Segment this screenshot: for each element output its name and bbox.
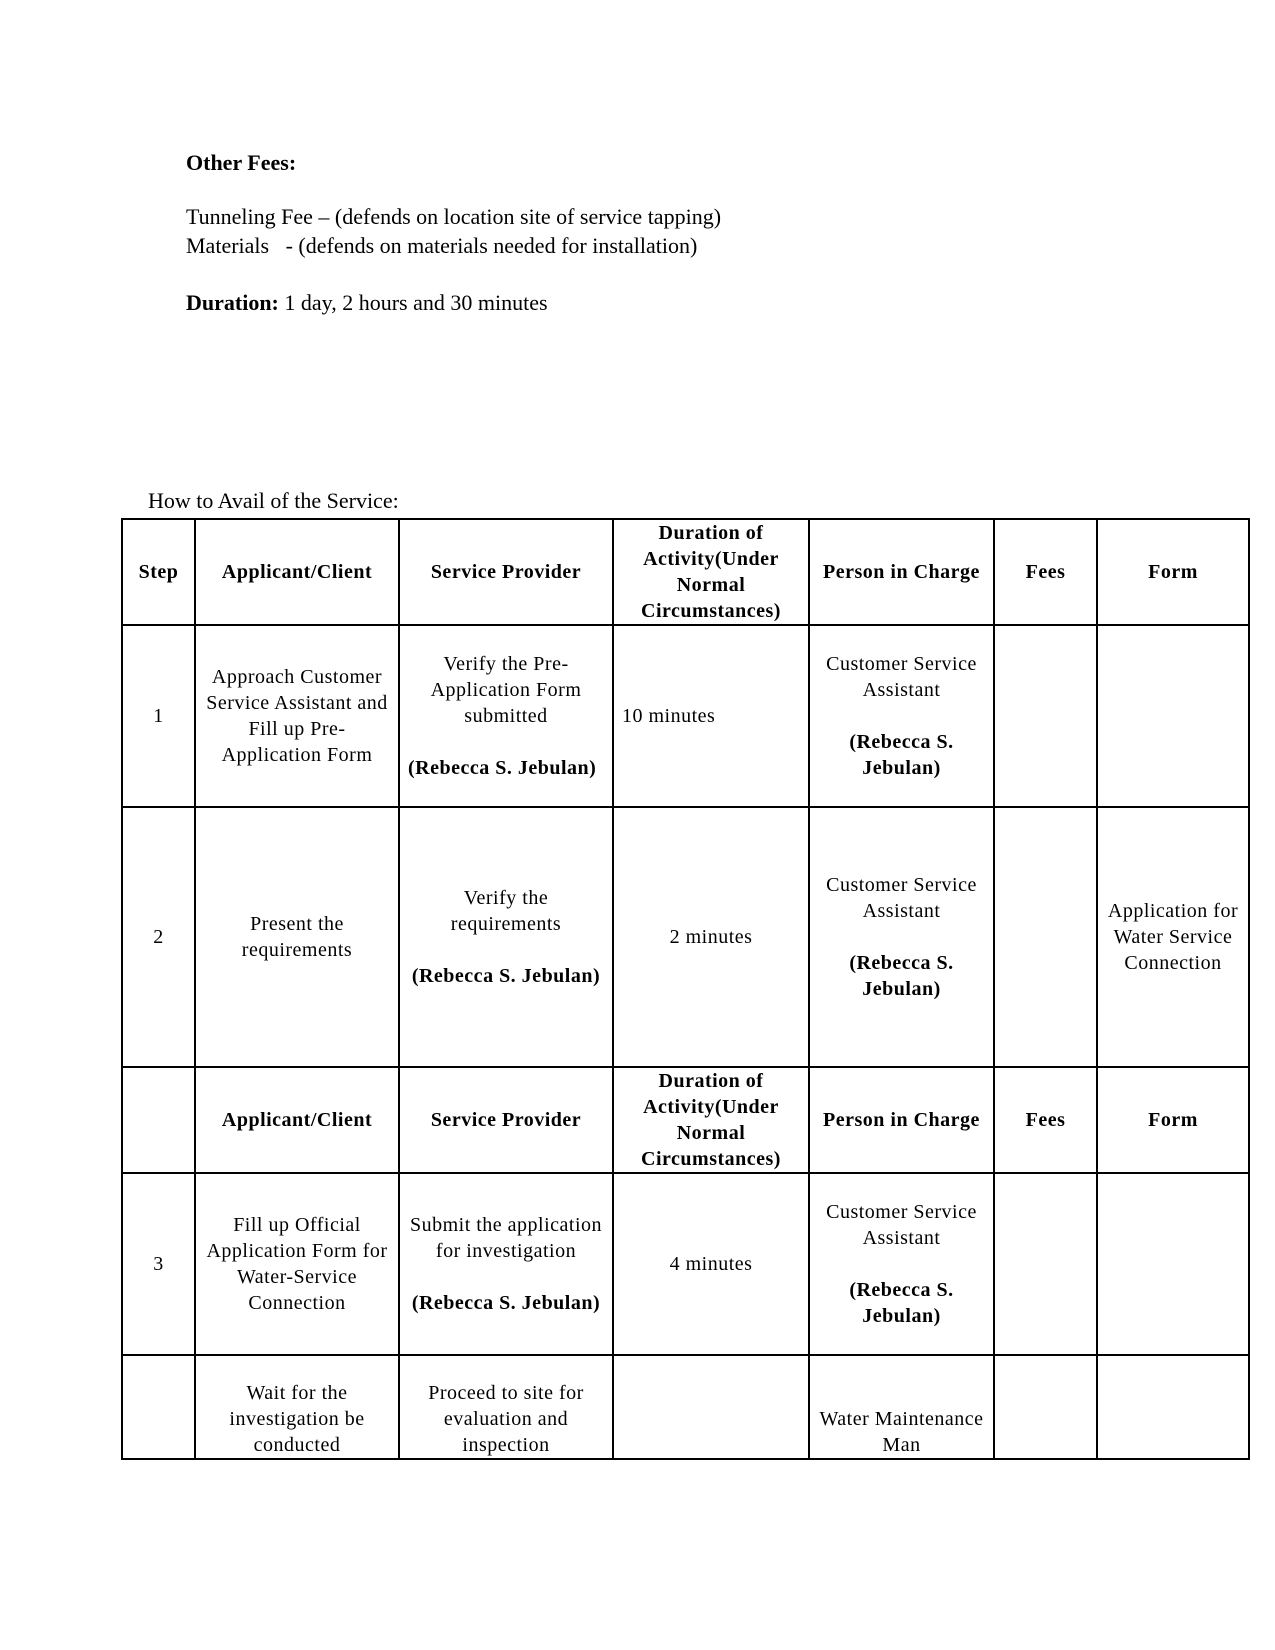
row-form [1097,1173,1249,1355]
row-person [809,1173,994,1355]
row-step: 1 [122,625,195,807]
table-row [122,1355,1249,1459]
row-fees [994,1355,1097,1459]
row-applicant: Wait for the investigation be conducted [195,1355,399,1459]
provider-name: (Rebecca S. Jebulan) [411,965,601,987]
row-step: 2 [122,807,195,1067]
provider-task: Verify the Pre-Application Form submitted [430,653,582,727]
row-fees [994,1173,1097,1355]
person-role: Customer Service Assistant [826,653,977,701]
row-form: Application for Water Service Connection [1097,807,1249,1067]
header-provider: Service Provider [399,519,613,625]
duration-label: Duration: [186,290,279,315]
row-fees [994,807,1097,1067]
person-name: (Rebecca S. Jebulan) [849,731,954,779]
row-form [1097,1355,1249,1459]
row-applicant: Approach Customer Service Assistant and Fill up Pre-Application Form [195,625,399,807]
header-provider: Service Provider [399,1067,613,1173]
provider-task: Verify the requirements [450,887,562,935]
table-row [122,625,1249,807]
table-header-row [122,519,1249,625]
row-applicant: Fill up Official Application Form for Water-Service Connection [195,1173,399,1355]
person-name: (Rebecca S. Jebulan) [849,952,954,1000]
table-row [122,1173,1249,1355]
row-provider [399,807,613,1067]
how-to-avail-title: How to Avail of the Service: [148,488,399,513]
materials-fee-line: Materials - (defends on materials needed for installation) [186,233,698,258]
provider-task: Submit the application for investigation [409,1214,603,1262]
header-person: Person in Charge [809,1067,994,1173]
row-duration: 2 minutes [613,807,809,1067]
row-person [809,625,994,807]
table-header-row [122,1067,1249,1173]
header-person: Person in Charge [809,519,994,625]
header-step-empty [122,1067,195,1173]
header-applicant: Applicant/Client [195,519,399,625]
row-provider: Proceed to site for evaluation and inspection [399,1355,613,1459]
provider-name: (Rebecca S. Jebulan) [408,757,597,779]
header-form: Form [1097,519,1249,625]
provider-name: (Rebecca S. Jebulan) [411,1292,601,1314]
row-person: Water Maintenance Man [809,1355,994,1459]
row-step: 3 [122,1173,195,1355]
row-applicant: Present the requirements [195,807,399,1067]
row-duration: 4 minutes [613,1173,809,1355]
header-fees: Fees [994,519,1097,625]
tunneling-fee-line: Tunneling Fee – (defends on location site of service tapping) [186,204,722,229]
row-provider [399,1173,613,1355]
header-step: Step [122,519,195,625]
service-steps-table [121,518,1250,1460]
person-name: (Rebecca S. Jebulan) [849,1279,954,1327]
person-role: Customer Service Assistant [826,874,977,922]
row-provider [399,625,613,807]
table-row [122,807,1249,1067]
person-role: Customer Service Assistant [826,1201,977,1249]
header-applicant: Applicant/Client [195,1067,399,1173]
row-step [122,1355,195,1459]
row-duration: 10 minutes [613,625,809,807]
header-fees: Fees [994,1067,1097,1173]
row-person [809,807,994,1067]
other-fees-title: Other Fees: [186,150,297,175]
row-fees [994,625,1097,807]
header-duration: Duration of Activity(Under Normal Circumstances) [613,1067,809,1173]
header-form: Form [1097,1067,1249,1173]
row-form [1097,625,1249,807]
row-duration [613,1355,809,1459]
duration-line [186,290,548,316]
header-duration: Duration of Activity(Under Normal Circumstances) [613,519,809,625]
duration-value: 1 day, 2 hours and 30 minutes [284,290,548,315]
